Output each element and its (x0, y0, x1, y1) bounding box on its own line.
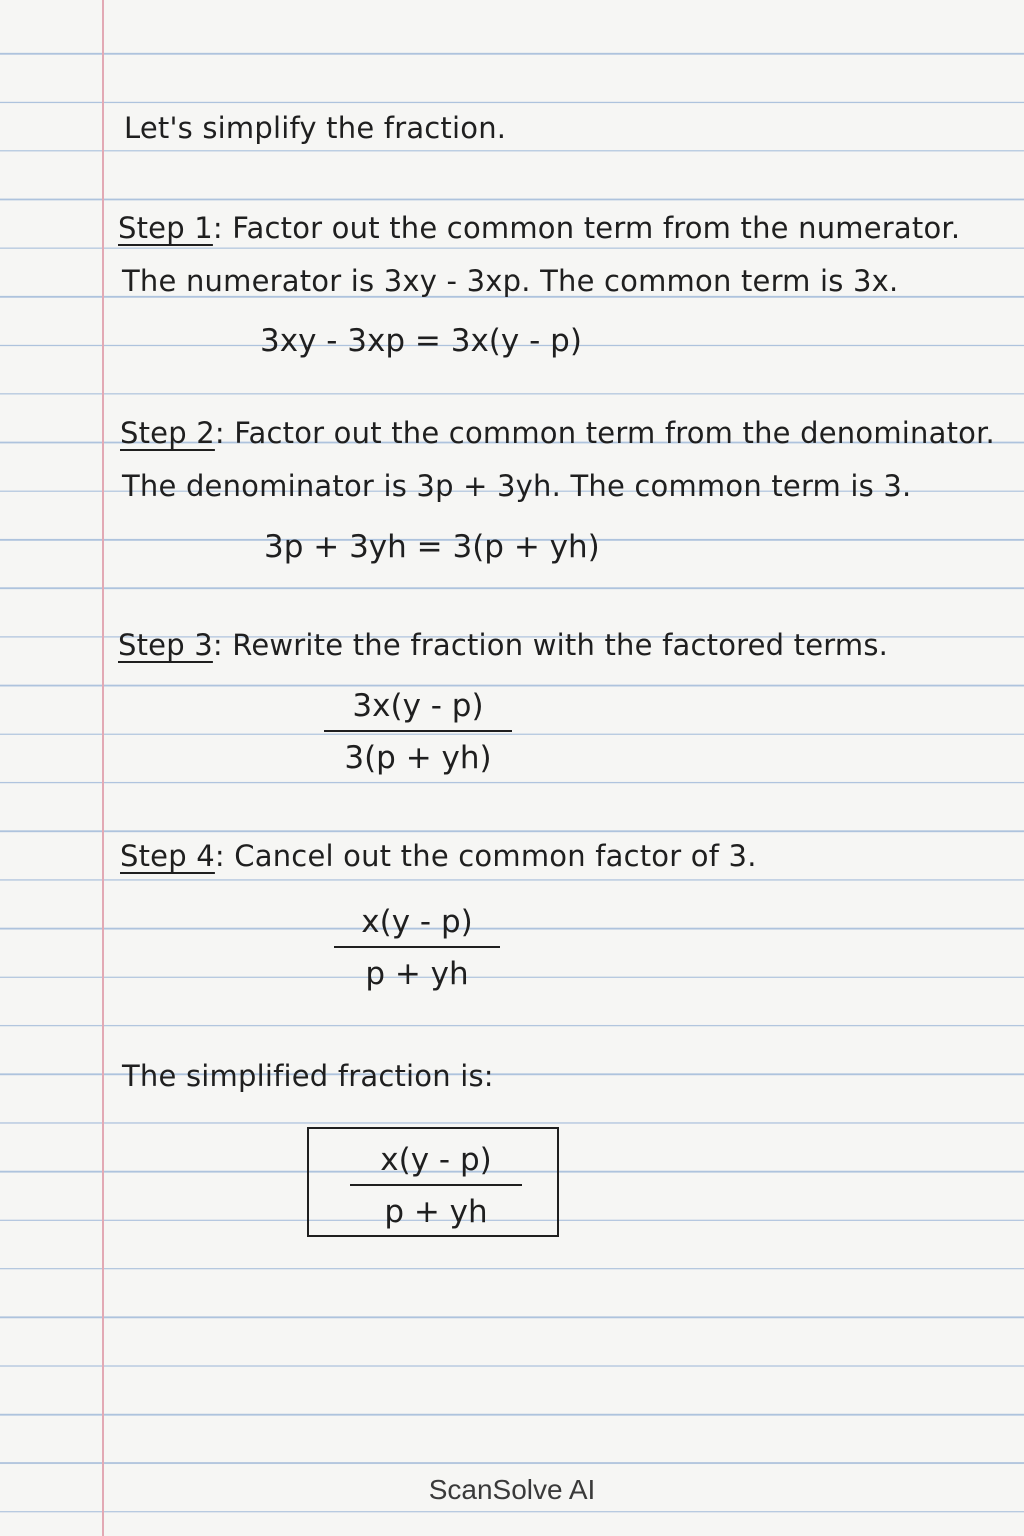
step-4-label: Step 4 (120, 839, 215, 873)
step-4-heading (120, 836, 757, 876)
step-1-equation: 3xy - 3xp = 3x(y - p) (260, 323, 582, 359)
step-3-heading (118, 625, 888, 665)
step-2-equation: 3p + 3yh = 3(p + yh) (264, 529, 600, 565)
step-4-denominator: p + yh (365, 956, 469, 992)
step-4-numerator: x(y - p) (361, 904, 473, 940)
answer-denominator: p + yh (384, 1194, 488, 1230)
answer-fraction-bar (350, 1184, 522, 1186)
step-3-numerator: 3x(y - p) (352, 688, 484, 724)
step-1-heading (118, 208, 960, 248)
answer-fraction (350, 1140, 522, 1232)
step-3-fraction-bar (324, 730, 512, 732)
conclusion-text: The simplified fraction is: (122, 1059, 494, 1093)
notebook-margin-line (102, 0, 104, 1536)
step-3-fraction (324, 686, 512, 778)
answer-numerator: x(y - p) (380, 1142, 492, 1178)
step-2-heading (120, 413, 995, 453)
step-3-text: : Rewrite the fraction with the factored terms. (212, 628, 889, 662)
step-1-label: Step 1 (118, 211, 213, 245)
step-4-fraction-bar (334, 946, 500, 948)
step-3-label: Step 3 (118, 628, 213, 662)
intro-text: Let's simplify the fraction. (124, 111, 507, 145)
step-2-detail: The denominator is 3p + 3yh. The common term is 3. (122, 469, 912, 503)
step-1-detail: The numerator is 3xy - 3xp. The common term is 3x. (122, 264, 899, 298)
step-4-text: : Cancel out the common factor of 3. (214, 839, 757, 873)
step-2-label: Step 2 (120, 416, 215, 450)
step-4-fraction (334, 902, 500, 994)
step-1-text: : Factor out the common term from the numerator. (212, 211, 961, 245)
step-3-denominator: 3(p + yh) (344, 740, 492, 776)
step-2-text: : Factor out the common term from the denominator. (214, 416, 995, 450)
footer-brand: ScanSolve AI (428, 1474, 596, 1505)
